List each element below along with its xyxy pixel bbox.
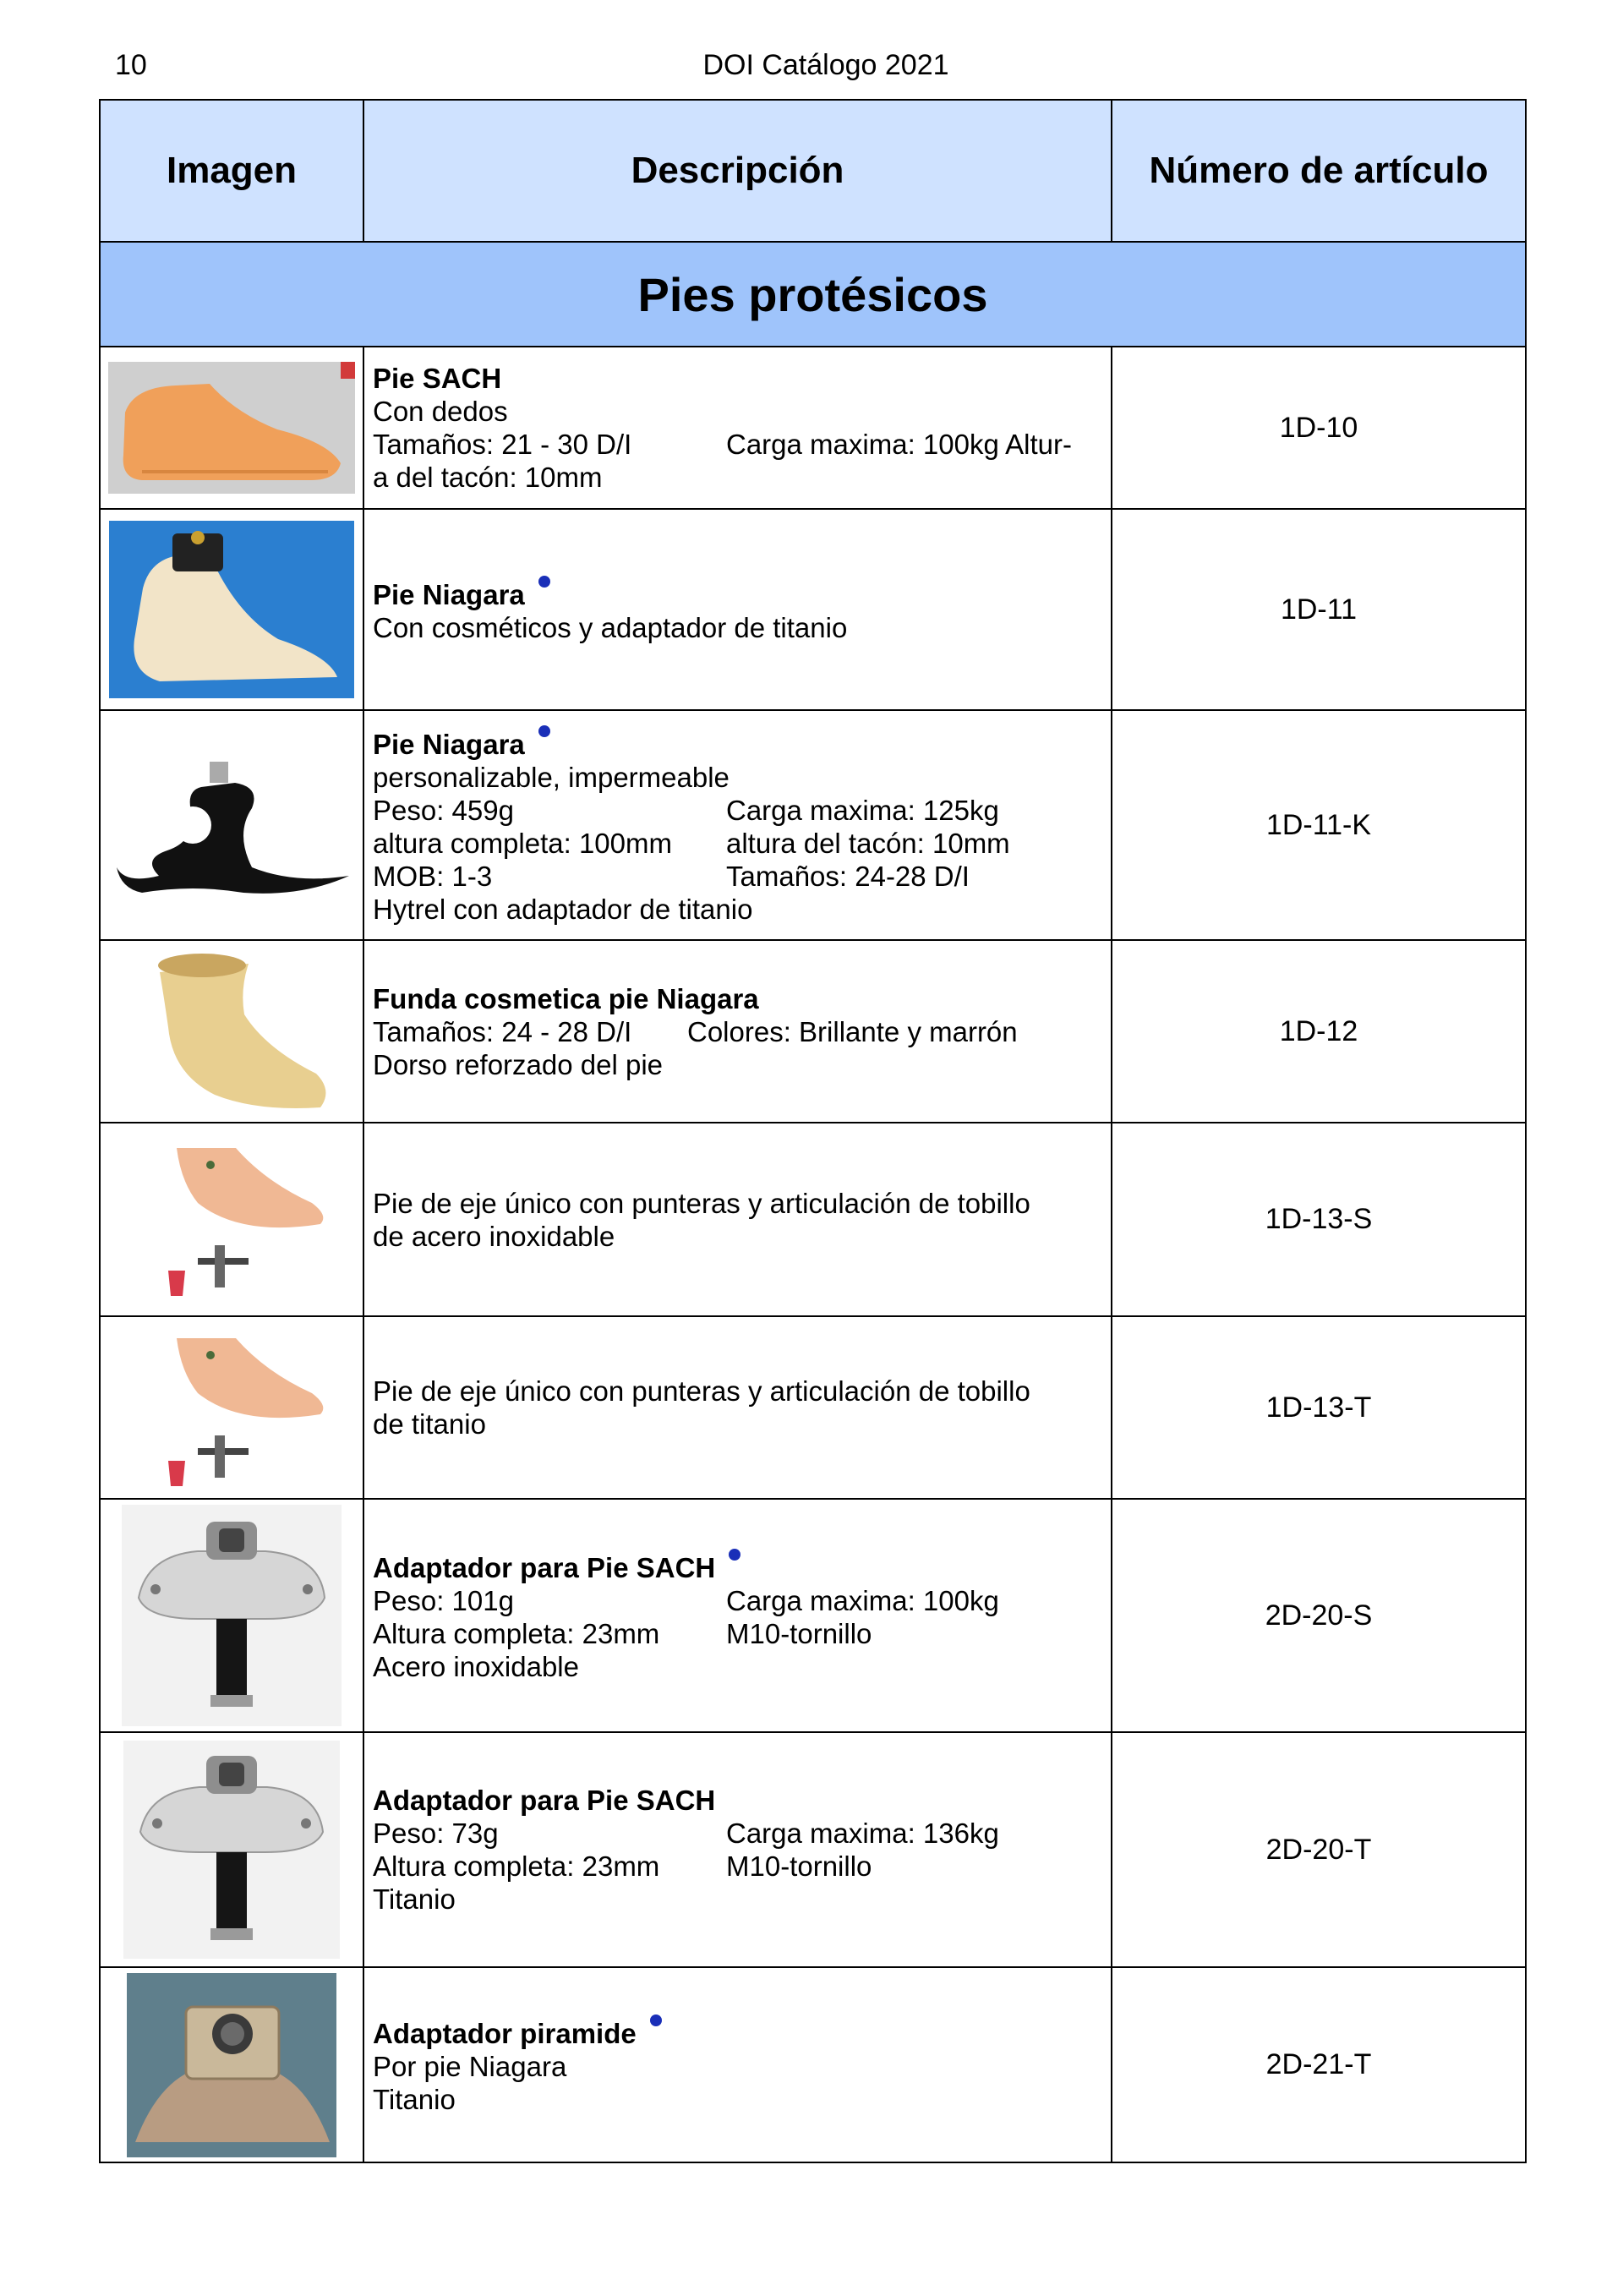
product-description <box>363 710 1112 940</box>
section-title: Pies protésicos <box>100 242 1526 347</box>
description-line: Peso: 73g <box>373 1818 499 1849</box>
description-line: Peso: 101g <box>373 1584 514 1616</box>
product-name: Adaptador piramide <box>373 2017 637 2049</box>
page-title: DOI Catálogo 2021 <box>702 49 949 81</box>
description-line: de acero inoxidable <box>373 1220 615 1252</box>
product-name: Funda cosmetica pie Niagara <box>373 982 759 1014</box>
description-line: MOB: 1-3 <box>373 860 493 892</box>
sach-adapter-steel-image <box>122 1505 342 1726</box>
description-line: Tamaños: 24 - 28 D/I <box>373 1015 632 1047</box>
article-number: 1D-10 <box>1112 347 1526 509</box>
description-line: M10-tornillo <box>726 1617 872 1649</box>
table-row <box>100 1316 1526 1499</box>
product-image-cell <box>100 1967 363 2162</box>
description-line: Hytrel con adaptador de titanio <box>373 893 753 925</box>
product-name: Pie SACH <box>373 363 502 394</box>
description-line: Carga maxima: 100kg <box>726 1584 999 1616</box>
product-name: Adaptador para Pie SACH <box>373 1785 716 1816</box>
description-line: Altura completa: 23mm <box>373 1850 660 1882</box>
description-line: altura completa: 100mm <box>373 827 672 859</box>
sach-foot-image <box>108 362 355 494</box>
column-header-article-number: Número de artículo <box>1112 100 1526 242</box>
product-description <box>363 1316 1112 1499</box>
description-line: Con cosméticos y adaptador de titanio <box>373 611 848 643</box>
description-line: M10-tornillo <box>726 1850 872 1882</box>
product-name: Pie Niagara <box>373 578 525 610</box>
table-row <box>100 1967 1526 2162</box>
description-line: Tamaños: 21 - 30 D/I <box>373 429 632 460</box>
product-image-cell <box>100 347 363 509</box>
product-description <box>363 1499 1112 1732</box>
product-description <box>363 1732 1112 1967</box>
marker-dot-icon <box>650 2014 662 2026</box>
niagara-foot-image <box>109 521 354 698</box>
article-number: 1D-12 <box>1112 940 1526 1123</box>
single-axis-foot-steel-image <box>130 1131 333 1309</box>
product-description <box>363 1123 1112 1316</box>
description-line: altura del tacón: 10mm <box>726 827 1010 859</box>
product-image-cell <box>100 1732 363 1967</box>
product-table <box>99 99 1527 2163</box>
description-line: Carga maxima: 136kg <box>726 1818 999 1849</box>
product-image-cell <box>100 1316 363 1499</box>
product-description <box>363 1967 1112 2162</box>
table-row <box>100 1499 1526 1732</box>
column-header-description: Descripción <box>363 100 1112 242</box>
section-row <box>100 242 1526 347</box>
product-image-cell <box>100 1123 363 1316</box>
description-line: a del tacón: 10mm <box>373 462 603 493</box>
description-line: Pie de eje único con punteras y articulación de tobillo <box>373 1187 1030 1219</box>
description-line: Carga maxima: 100kg Altur- <box>726 429 1073 460</box>
article-number: 1D-11-K <box>1112 710 1526 940</box>
description-line: de titanio <box>373 1408 486 1440</box>
description-line: Titanio <box>373 2083 456 2115</box>
description-line: Dorso reforzado del pie <box>373 1048 664 1080</box>
table-row <box>100 940 1526 1123</box>
description-line: Por pie Niagara <box>373 2050 567 2082</box>
cosmetic-cover-image <box>122 947 342 1116</box>
page-number: 10 <box>115 49 147 81</box>
product-image-cell <box>100 1499 363 1732</box>
description-line: Con dedos <box>373 396 508 427</box>
table-row <box>100 1123 1526 1316</box>
table-row <box>100 710 1526 940</box>
marker-dot-icon <box>538 576 550 588</box>
product-description <box>363 347 1112 509</box>
marker-dot-icon <box>538 725 550 737</box>
description-line: personalizable, impermeable <box>373 761 730 793</box>
description-line: Pie de eje único con punteras y articulación de tobillo <box>373 1375 1030 1407</box>
hytrel-foot-image <box>108 749 355 901</box>
column-header-image: Imagen <box>100 100 363 242</box>
description-line: Peso: 459g <box>373 794 514 826</box>
product-image-cell <box>100 710 363 940</box>
marker-dot-icon <box>729 1549 740 1561</box>
description-line: Colores: Brillante y marrón <box>687 1015 1018 1047</box>
description-line: Acero inoxidable <box>373 1650 579 1682</box>
table-row <box>100 509 1526 710</box>
pyramid-adapter-image <box>127 1973 336 2157</box>
product-image-cell <box>100 940 363 1123</box>
description-line: Carga maxima: 125kg <box>726 794 999 826</box>
article-number: 1D-13-T <box>1112 1316 1526 1499</box>
product-name: Adaptador para Pie SACH <box>373 1551 716 1583</box>
single-axis-foot-titanium-image <box>130 1321 333 1495</box>
product-description <box>363 509 1112 710</box>
article-number: 2D-20-S <box>1112 1499 1526 1732</box>
product-image-cell <box>100 509 363 710</box>
article-number: 1D-13-S <box>1112 1123 1526 1316</box>
product-name: Pie Niagara <box>373 728 525 760</box>
article-number: 1D-11 <box>1112 509 1526 710</box>
article-number: 2D-20-T <box>1112 1732 1526 1967</box>
product-description <box>363 940 1112 1123</box>
table-row <box>100 1732 1526 1967</box>
description-line: Titanio <box>373 1883 456 1915</box>
table-header-row <box>100 100 1526 242</box>
description-line: Tamaños: 24-28 D/I <box>726 860 970 892</box>
table-row <box>100 347 1526 509</box>
sach-adapter-titanium-image <box>123 1741 340 1959</box>
description-line: Altura completa: 23mm <box>373 1617 660 1649</box>
article-number: 2D-21-T <box>1112 1967 1526 2162</box>
